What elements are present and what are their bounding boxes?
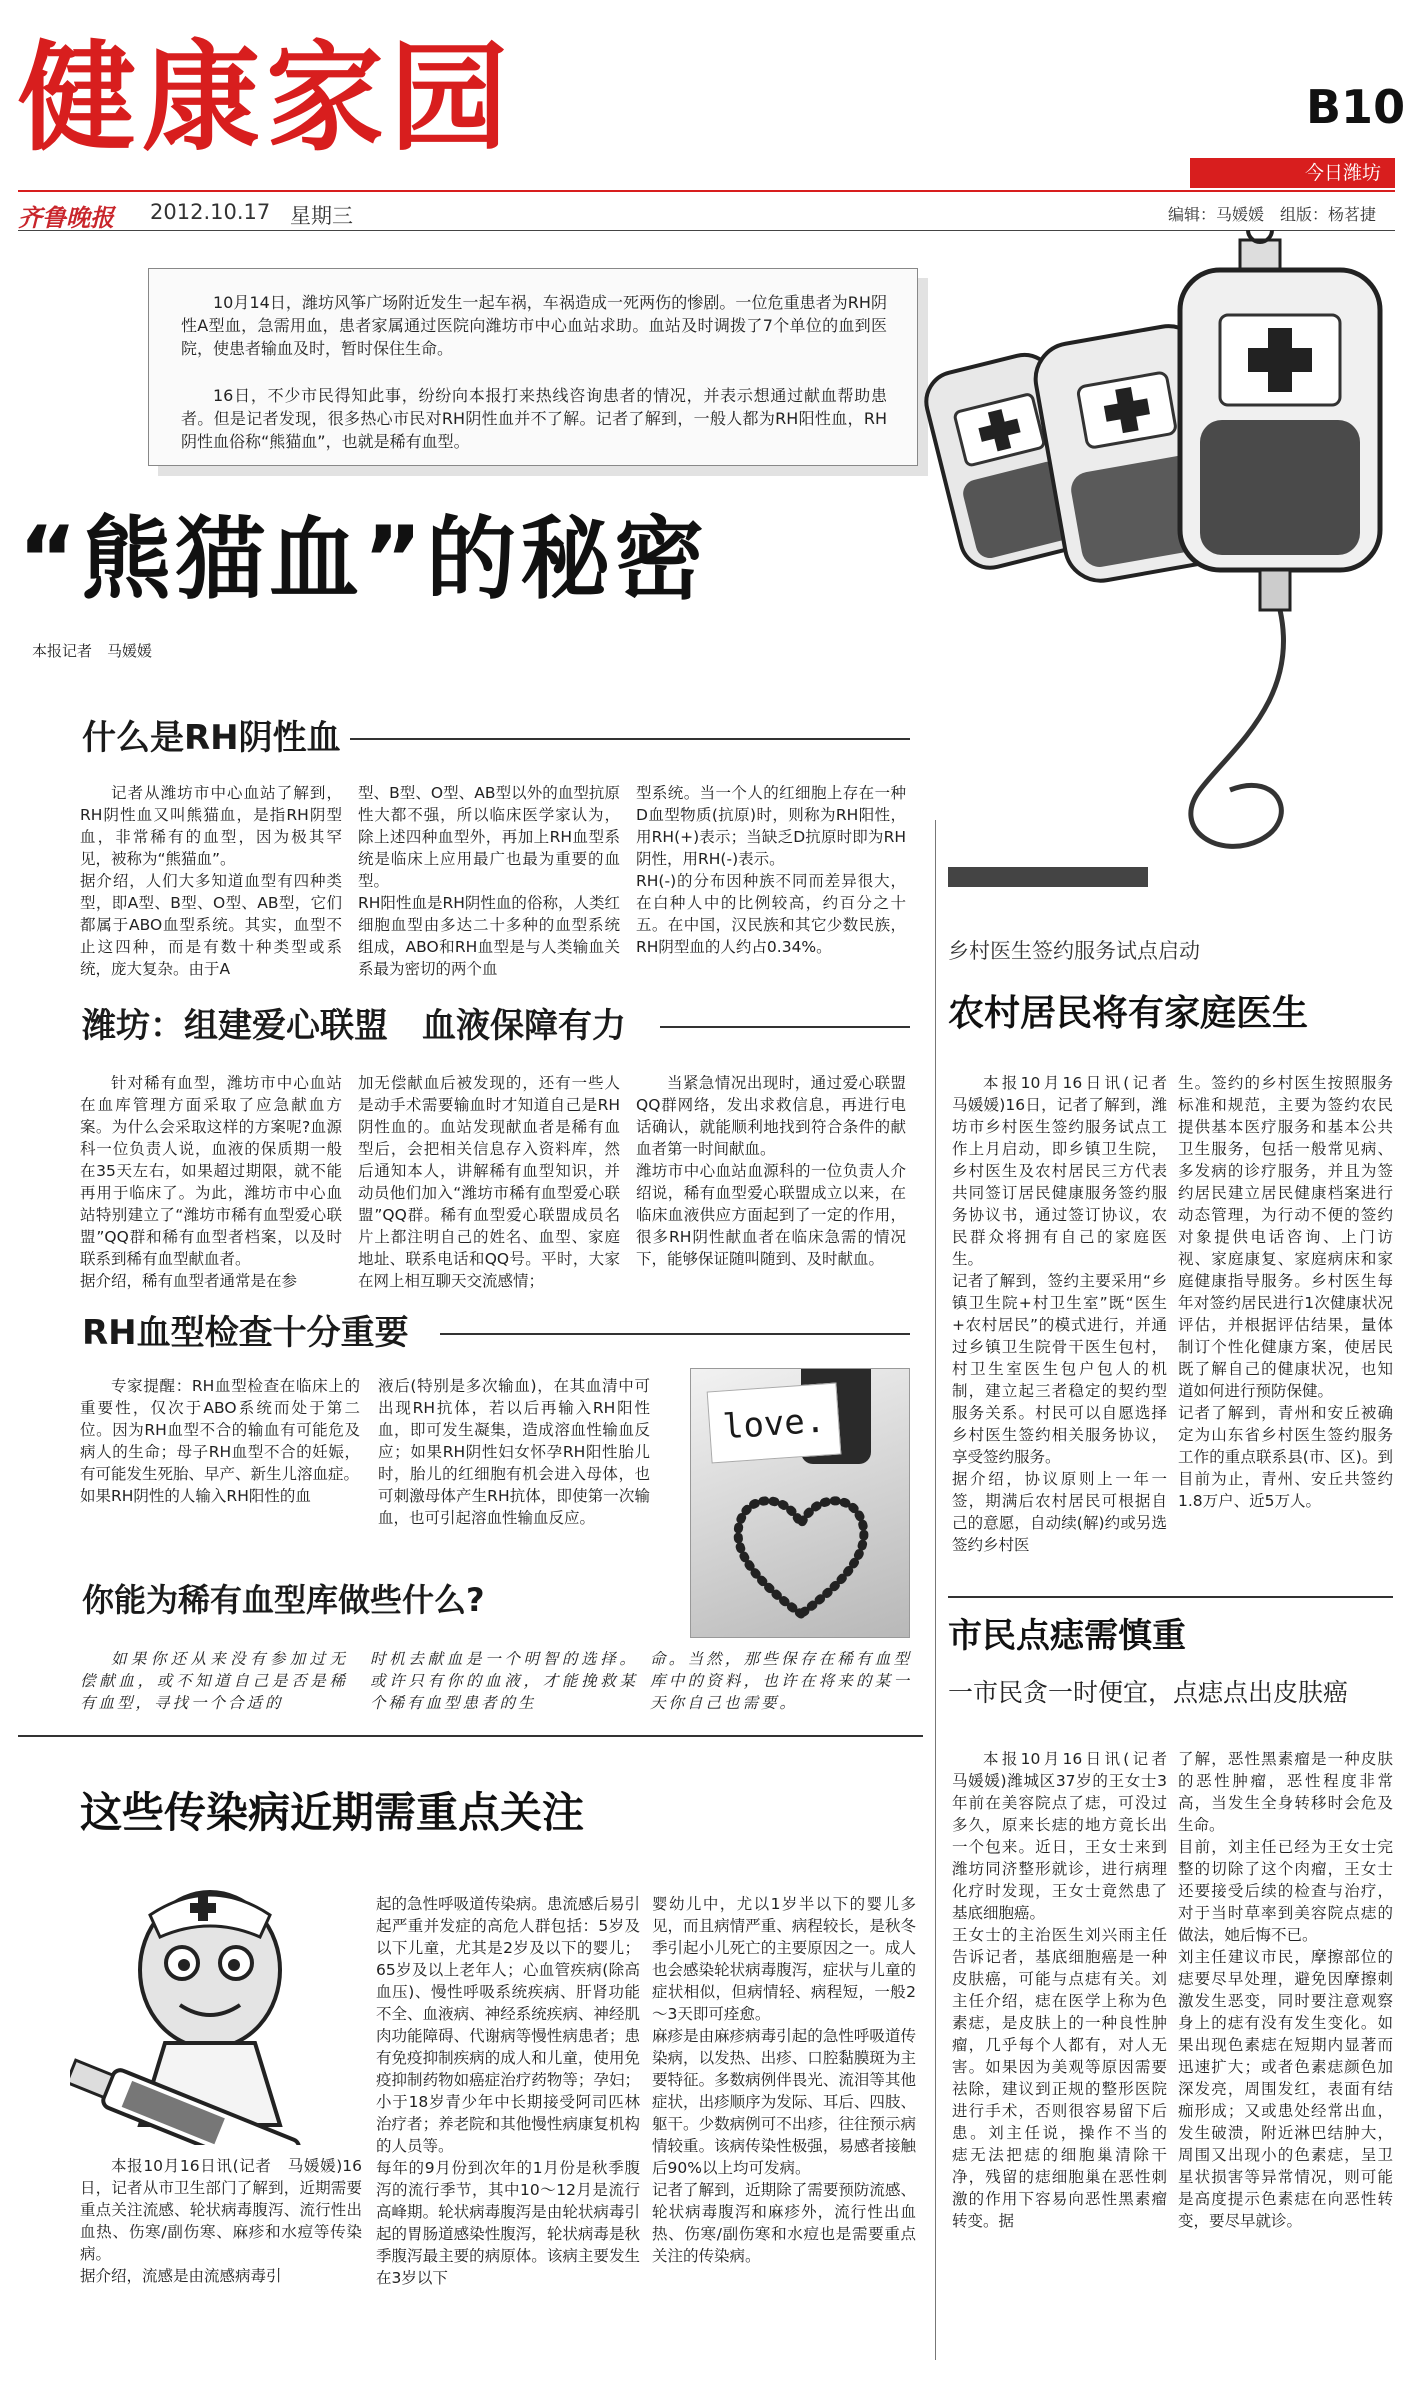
main-byline: 本报记者 马媛媛: [32, 642, 153, 660]
sidebar1-kicker: 乡村医生签约服务试点启动: [948, 939, 1200, 963]
love-photo-note: love.: [707, 1383, 842, 1464]
lead-paragraph-1: 10月14日，潍坊风筝广场附近发生一起车祸，车祸造成一死两伤的惨剧。一位危重患者为RH阴性A型血，急需用血，患者家属通过医院向潍坊市中心血站求助。血站及时调拨了7个单位的血到医院，使患者输血及时，暂时保住生命。: [181, 293, 887, 358]
blood-bag-illustration: [900, 230, 1409, 870]
sidebar1-col-1: 本报10月16日讯(记者 马媛媛)16日，记者了解到，潍坊市乡村医生签约服务试点工作上月启动，即乡镇卫生院，乡村医生及农村居民三方代表共同签订居民健康服务签约服务协议书，通过签订协议，农民群众将拥有自己的家庭医生。 记者了解到，签约主要采用“乡镇卫生院+村卫生室”既“医生+农村居民”的模式进行，并通过乡镇卫生院骨干医生包村，村卫生室医生包户包人的机制，建立起三者稳定的契约型服务关系。村民可以自愿选择乡村医生签约相关服务协议，享受签约服务。 据介绍，协议原则上一年一签，期满后农村居民可根据自己的意愿，自动续(解)约或另选签约乡村医: [952, 1074, 1167, 1554]
section-rule-2: [660, 1026, 910, 1028]
paper-logo: 齐鲁晚报: [18, 204, 114, 232]
sec2-col-3: 当紧急情况出现时，通过爱心联盟QQ群网络，发出求救信息，再进行电话确认，就能顺利地找到符合条件的献血者第一时间献血。 潍坊市中心血站血源科的一位负责人介绍说，稀有血型爱心联盟成立以来，在临床血液供应方面起到了一定的作用，很多RH阴性献血者在临床急需的情况下，能够保证随叫随到、及时献血。: [636, 1074, 906, 1268]
masthead-rule: [18, 190, 1395, 192]
doctor-cartoon: [70, 1875, 360, 2145]
article2-col-2: 婴幼儿中，尤以1岁半以下的婴儿多见，而且病情严重、病程较长，是秋冬季引起小儿死亡的主要原因之一。成人也会感染轮状病毒腹泻，症状与儿童的症状相似，但病情轻、病程短，一般2～3天即可痊愈。 麻疹是由麻疹病毒引起的急性呼吸道传染病，以发热、出疹、口腔黏膜斑为主要特征。多数病例伴畏光、流泪等其他症状，出疹顺序为发际、耳后、四肢、躯干。少数病例可不出疹，往往预示病情较重。该病传染性极强，易感者接触后90%以上均可发病。 记者了解到，近期除了需要预防流感、轮状病毒腹泻和麻疹外，流行性出血热、伤寒/副伤寒和水痘也是需要重点关注的传染病。: [652, 1895, 916, 2265]
sec2-col-1: 针对稀有血型，潍坊市中心血站在血库管理方面采取了应急献血方案。为什么会采取这样的方案呢?血源科一位负责人说，血液的保质期一般在35天左右，如果超过期限，就不能再用于临床了。为此，潍坊市中心血站特别建立了“潍坊市稀有血型爱心联盟”QQ群和稀有血型者档案，以及时联系到稀有血型献血者。 据介绍，稀有血型者通常是在参: [80, 1074, 342, 1290]
sidebar2-title: 市民点痣需慎重: [948, 1616, 1186, 1656]
section-heading-3: RH血型检查十分重要: [82, 1313, 409, 1353]
sidebar2-col-1: 本报10月16日讯(记者 马媛媛)潍城区37岁的王女士3年前在美容院点了痣，可没过多久，原来长痣的地方竟长出一个包来。近日，王女士来到潍坊同济整形就诊，进行病理化疗时发现，王女士竟然患了基底细胞癌。 王女士的主治医生刘兴雨主任告诉记者，基底细胞癌是一种皮肤癌，可能与点痣有关。刘主任介绍，痣在医学上称为色素痣，是皮肤上的一种良性肿瘤，几乎每个人都有，对人无害。如果因为美观等原因需要祛除，建议到正规的整形医院进行手术，否则很容易留下后患。刘主任说，操作不当的 痣无法把痣的细胞巢清除干净，残留的痣细胞巢在恶性刺激的作用下容易向恶性黑素瘤转变。据: [952, 1750, 1167, 2230]
sec1-col-3: 型系统。当一个人的红细胞上存在一种D血型物质(抗原)时，则称为RH阳性，用RH(+)表示；当缺乏D抗原时即为RH阴性，用RH(-)表示。 RH(-)的分布因种族不同而差异很大，在白种人中的比例较高，约百分之十五。在中国，汉民族和其它少数民族，RH阴型血的人约占0.34%。: [636, 784, 906, 956]
sec4-col-3: 命。当然，那些保存在稀有血型库中的资料，也许在将来的某一天你自己也需要。: [650, 1650, 912, 1712]
section-heading-4: 你能为稀有血型库做些什么?: [82, 1581, 485, 1619]
sec1-col-1: 记者从潍坊市中心血站了解到，RH阴性血又叫熊猫血，是指RH阴型血，非常稀有的血型，因为极其罕见，被称为“熊猫血”。 据介绍，人们大多知道血型有四种类型，即A型、B型、O型、AB型，它们都属于ABO血型系统。其实，血型不止这四种，而是有数十种类型或系统，庞大复杂。由于A: [80, 784, 342, 978]
sidebar1-title: 农村居民将有家庭医生: [948, 993, 1309, 1034]
region-tag: 今日潍坊: [1190, 158, 1395, 188]
article-divider: [18, 1735, 923, 1737]
sidebar2-subtitle: 一市民贪一时便宜，点痣点出皮肤癌: [948, 1678, 1349, 1707]
section-rule-3: [440, 1333, 910, 1335]
heart-shape: [726, 1484, 876, 1624]
main-article-title: “熊猫血”的秘密: [18, 507, 709, 612]
lead-paragraph-2: 16日，不少市民得知此事，纷纷向本报打来热线咨询患者的情况，并表示想通过献血帮助患者。但是记者发现，很多热心市民对RH阴性血并不了解。记者了解到，一般人都为RH阳性血，RH阴性血俗称“熊猫血”，也就是稀有血型。: [181, 386, 887, 451]
sec1-col-2: 型、B型、O型、AB型以外的血型抗原性大都不强，所以临床医学家认为，除上述四种血型外，再加上RH血型系统是临床上应用最广也最为重要的血型。 RH阳性血是RH阴性血的俗称，人类红细胞血型由多达二十多种的血型系统组成，ABO和RH血型是与人类输血关系最为密切的两个血: [358, 784, 620, 978]
lead-box: [148, 268, 918, 466]
section-rule-1: [350, 738, 910, 740]
sidebar2-col-2: 了解，恶性黑素瘤是一种皮肤的恶性肿瘤，恶性程度非常高，当发生全身转移时会危及生命。 目前，刘主任已经为王女士完整的切除了这个肉瘤，王女士还要接受后续的检查与治疗，对于当时草率到美容院点痣的做法，她后悔不已。 刘主任建议市民，摩擦部位的痣要尽早处理，避免因摩擦刺激发生恶变，同时要注意观察身上的痣有没有发生变化。如果出现色素痣在短期内显著而迅速扩大；或者色素痣颜色加深发亮，周围发红，表面有结痂形成；又或患处经常出血，发生破溃，附近淋巴结肿大，周围又出现小的色素痣，呈卫星状损害等异常情况，则可能是高度提示色素痣在向恶性转变，要尽早就诊。: [1178, 1750, 1393, 2230]
sidebar1-box-bar: [948, 867, 1148, 887]
column-separator: [935, 820, 936, 2360]
issue-weekday: 星期三: [290, 204, 353, 228]
section-heading-1: 什么是RH阴性血: [82, 718, 341, 758]
sec2-col-2: 加无偿献血后被发现的，还有一些人是动手术需要输血时才知道自己是RH阴性血的。血站发现献血者是稀有血型后，会把相关信息存入资料库，然后通知本人，讲解稀有血型知识，并动员他们加入“潍坊市稀有血型爱心联盟”QQ群。稀有血型爱心联盟成员名片上都注明自己的姓名、血型、家庭地址、联系电话和QQ号。平时，大家在网上相互聊天交流感情；: [358, 1074, 620, 1290]
sec3-col-1: 专家提醒：RH血型检查在临床上的重要性，仅次于ABO系统而处于第二位。因为RH血型不合的输血有可能危及病人的生命；母子RH血型不合的妊娠，有可能发生死胎、早产、新生儿溶血症。 如果RH阴性的人输入RH阳性的血: [80, 1377, 360, 1505]
section-heading-2: 潍坊：组建爱心联盟 血液保障有力: [82, 1006, 626, 1046]
article2-intro: 本报10月16日讯(记者 马媛媛)16日，记者从市卫生部门了解到，近期需要重点关注流感、轮状病毒腹泻、流行性出血热、伤寒/副伤寒、麻疹和水痘等传染病。 据介绍，流感是由流感病毒引: [80, 2157, 362, 2285]
issue-date: 2012.10.17: [150, 200, 271, 224]
love-photo: [690, 1368, 910, 1638]
article2-col-1: 起的急性呼吸道传染病。患流感后易引起严重并发症的高危人群包括：5岁及以下儿童，尤其是2岁及以下的婴儿；65岁及以上老年人；心血管疾病(除高血压)、慢性呼吸系统疾病、肝肾功能不全、血液病、神经系统疾病、神经肌肉功能障碍、代谢病等慢性病患者；患有免疫抑制疾病的成人和儿童，使用免疫抑制药物如癌症治疗药物等；孕妇；小于18岁青少年中长期接受阿司匹林治疗者；养老院和其他慢性病康复机构的人员等。 每年的9月份到次年的1月份是秋季腹泻的流行季节，其中10～12月是流行高峰期。轮状病毒腹泻是由轮状病毒引起的胃肠道感染性腹泻，轮状病毒是秋季腹泻最主要的病原体。该病主要发生在3岁以下: [376, 1895, 640, 2287]
sidebar1-col-2: 生。签约的乡村医生按照服务标准和规范，主要为签约农民提供基本医疗服务和基本公共卫生服务，包括一般常见病、多发病的诊疗服务，并且为签约居民建立居民健康档案进行动态管理，为行动不便的签约对象提供电话咨询、上门访视、家庭康复、家庭病床和家庭健康指导服务。乡村医生每年对签约居民进行1次健康状况评估，并根据评估结果，量体制订个性化健康方案，使居民既了解自己的健康状况，也知道如何进行预防保健。 记者了解到，青州和安丘被确定为山东省乡村医生签约服务工作的重点联系县(市、区)。到目前为止，青州、安丘共签约1.8万户、近5万人。: [1178, 1074, 1393, 1510]
section-title: 健康家园: [18, 29, 515, 167]
sidebar-divider: [948, 1596, 1393, 1598]
credits: 编辑：马媛媛 组版：杨茗捷: [1168, 205, 1377, 224]
sec4-col-2: 时机去献血是一个明智的选择。或许只有你的血液，才能挽救某个稀有血型患者的生: [370, 1650, 638, 1712]
article2-title: 这些传染病近期需重点关注: [80, 1788, 585, 1837]
sec3-col-2: 液后(特别是多次输血)，在其血清中可出现RH抗体，若以后再输入RH阳性血，即可发生凝集，造成溶血性输血反应；如果RH阴性妇女怀孕RH阳性胎儿时，胎儿的红细胞有机会进入母体，也可刺激母体产生RH抗体，即使第一次输血，也可引起溶血性输血反应。: [378, 1377, 650, 1527]
page-code: B10: [1306, 80, 1406, 134]
sec4-col-1: 如果你还从来没有参加过无偿献血，或不知道自己是否是稀有血型，寻找一个合适的: [80, 1650, 348, 1712]
